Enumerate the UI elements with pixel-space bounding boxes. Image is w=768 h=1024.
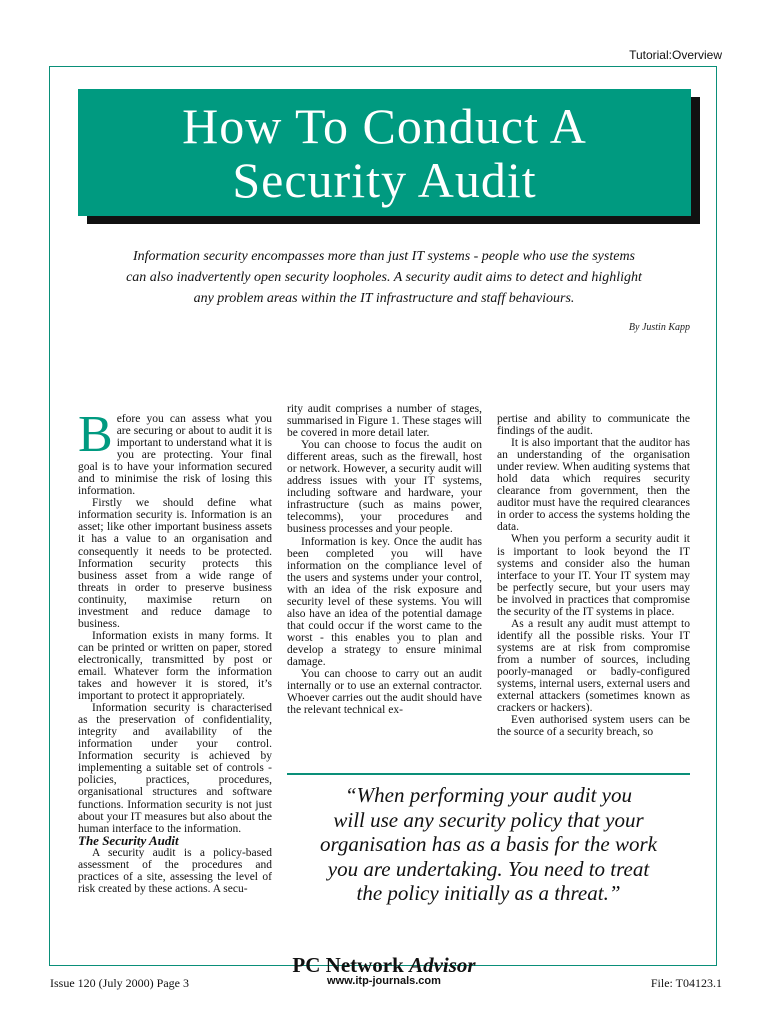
- website-url: www.itp-journals.com: [327, 975, 441, 987]
- masthead-main: PC Network: [292, 953, 404, 977]
- paragraph: Information security is characterised as the preservation of confidentiality, integrity and availability of the information under your control. Information security is achieved by implementing a suitable set of controls - policies, practices, procedures, organisational structures and software functions. Information security is not just about your IT measures but also about the human interface to the information.: [78, 702, 272, 835]
- title-banner: [78, 89, 691, 216]
- issue-page-info: Issue 120 (July 2000) Page 3: [50, 976, 189, 990]
- paragraph-text: efore you can assess what you are securing or about to audit it is important to understand what it is you are protecting. Your final goal is to have your information secured and to minimise the risk of losing this information.: [78, 413, 272, 498]
- paragraph: pertise and ability to communicate the findings of the audit.: [497, 413, 690, 438]
- pull-quote-line-5: the policy initially as a threat.”: [356, 881, 621, 905]
- body-column-2: [287, 403, 482, 716]
- paragraph: As a result any audit must attempt to identify all the possible risks. Your IT systems are at risk from compromise from a number of sources, including poorly-managed or badly-configured systems, internal users, external users and external attackers (sometimes known as crackers or hackers).: [497, 617, 690, 715]
- body-column-3: [497, 413, 690, 738]
- paragraph: A security audit is a policy-based assessment of the procedures and practices of a site, assessing the level of risk created by these actions. A secu-: [78, 846, 272, 895]
- pull-quote-rule: [287, 773, 690, 775]
- pull-quote: [287, 783, 690, 906]
- file-reference: File: T04123.1: [650, 976, 722, 990]
- byline: By Justin Kapp: [628, 322, 690, 333]
- pull-quote-line-4: you are undertaking. You need to treat: [327, 856, 650, 881]
- pull-quote-line-1: “When performing your audit you: [345, 783, 632, 807]
- article-title: [182, 99, 587, 207]
- paragraph: You can choose to focus the audit on different areas, such as the firewall, host or network. However, a security audit will address issues with your IT systems, including software and hardware, your infrastructure (such as mains power, telecomms), your procedures and business processes and your people.: [287, 439, 482, 536]
- subheading: The Security Audit: [78, 832, 179, 848]
- standfirst-line-2: can also inadvertently open security loopholes. A security audit aims to detect and highlight: [126, 270, 642, 285]
- section-label: Tutorial:Overview: [629, 48, 722, 62]
- pull-quote-line-2: will use any security policy that your: [333, 807, 644, 832]
- paragraph: When you perform a security audit it is important to look beyond the IT systems and consider also the human interface to your IT. Your IT system may be perfectly secure, but your users may be involved in practices that compromise the security of the IT systems in place.: [497, 533, 690, 618]
- title-line-2: Security Audit: [232, 151, 537, 208]
- standfirst: [78, 246, 690, 309]
- standfirst-line-3: any problem areas within the IT infrastructure and staff behaviours.: [193, 291, 575, 306]
- paragraph: Information exists in many forms. It can be printed or written on paper, stored electronically, transmitted by post or email. Whatever form the information takes and however it is stored, it’s important to protect it appropriately.: [78, 629, 272, 703]
- paragraph: It is also important that the auditor has an understanding of the organisation under review. When auditing systems that hold data which requires security clearance from government, then the auditor must have the required clearances in order to access the systems holding the data.: [497, 437, 690, 534]
- title-line-1: How To Conduct A: [182, 97, 587, 154]
- body-column-1: [78, 406, 272, 895]
- paragraph: rity audit comprises a number of stages, summarised in Figure 1. These stages will be covered in more detail later.: [287, 403, 482, 440]
- masthead-italic: Advisor: [409, 953, 476, 977]
- standfirst-line-1: Information security encompasses more than just IT systems - people who use the systems: [133, 249, 635, 264]
- paragraph: You can choose to carry out an audit internally or to use an external contractor. Whoever carries out the audit should have the relevant technical ex-: [287, 668, 482, 717]
- drop-cap: B: [78, 406, 113, 463]
- paragraph: Even authorised system users can be the source of a security breach, so: [497, 714, 690, 739]
- paragraph: Firstly we should define what information security is. Information is an asset; like other important business assets it has a value to an organisation and consequently it needs to be protected. Information security protects this business asset from a wide range of threats in order to preserve business continuity, maximise return on investment and reduce damage to business.: [78, 497, 272, 630]
- pull-quote-line-3: organisation has as a basis for the work: [319, 832, 657, 856]
- paragraph: [78, 406, 272, 498]
- paragraph: Information is key. Once the audit has been completed you will have information on the compliance level of the users and systems under your control, with an idea of the risk exposure and security level of these systems. You will also have an idea of the potential damage that could occur if the worst came to the worst - this enables you to plan and develop a strategy to ensure minimal damage.: [287, 535, 482, 668]
